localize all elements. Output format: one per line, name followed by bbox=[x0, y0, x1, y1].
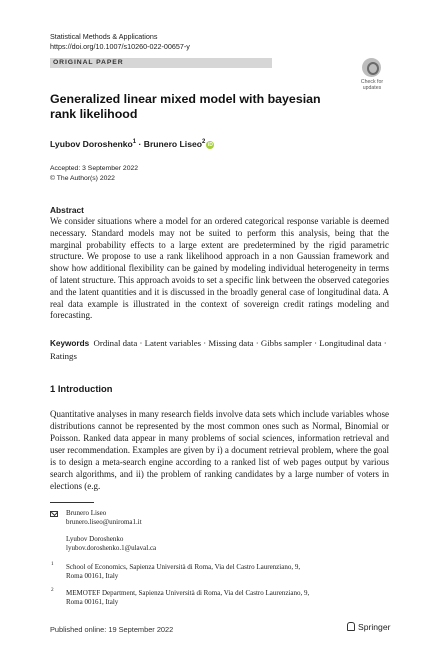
email-icon bbox=[50, 511, 58, 517]
corresponding-author bbox=[66, 509, 142, 527]
author-affiliation-mark: 2 bbox=[202, 139, 206, 145]
springer-horse-icon bbox=[347, 622, 355, 631]
check-updates-icon bbox=[362, 58, 381, 77]
article-dates bbox=[50, 164, 138, 183]
accepted-date: Accepted: 3 September 2022 bbox=[50, 165, 139, 172]
published-date: Published online: 19 September 2022 bbox=[50, 625, 174, 634]
affiliation-line: School of Economics, Sapienza Università di Roma, Via del Castro Laurenziano, 9, bbox=[66, 563, 301, 571]
contact-name: Lyubov Doroshenko bbox=[66, 535, 124, 543]
keywords-label: Keywords bbox=[50, 339, 90, 348]
affiliation bbox=[66, 563, 366, 581]
abstract-heading: Abstract bbox=[50, 205, 84, 215]
author-separator: · bbox=[136, 138, 144, 149]
keywords-list: Ordinal data · Latent variables · Missing data · Gibbs sampler · Longitudinal data · Ratings bbox=[50, 338, 387, 361]
author-name[interactable]: Lyubov Doroshenko bbox=[50, 138, 133, 149]
keywords bbox=[50, 337, 389, 362]
author-affiliation-mark: 1 bbox=[132, 139, 137, 145]
affiliation bbox=[66, 589, 366, 607]
publisher-logo bbox=[347, 622, 390, 632]
badge-line-2: updates bbox=[362, 85, 382, 91]
contact-email[interactable]: brunero.liseo@uniroma1.it bbox=[66, 518, 142, 526]
orcid-icon[interactable]: iD bbox=[207, 141, 213, 148]
doi-link[interactable]: https://doi.org/10.1007/s10260-022-00657-y bbox=[50, 42, 190, 51]
affiliation-number: 1 bbox=[51, 561, 54, 567]
contact-email[interactable]: lyubov.doroshenko.1@ulaval.ca bbox=[66, 544, 157, 552]
affiliation-line: MEMOTEF Department, Sapienza Università di Roma, Via del Castro Laurenziano, 9, bbox=[66, 589, 310, 597]
paper-title: Generalized linear mixed model with bayesian rank likelihood bbox=[50, 92, 321, 121]
affiliation-line: Roma 00161, Italy bbox=[66, 572, 119, 580]
author-list bbox=[50, 136, 214, 150]
journal-header bbox=[50, 32, 190, 52]
contact-name: Brunero Liseo bbox=[66, 509, 107, 517]
check-for-updates-badge[interactable] bbox=[355, 56, 389, 96]
badge-line-1: Check for bbox=[360, 79, 384, 85]
author-contact bbox=[66, 535, 156, 553]
publisher-name: Springer bbox=[358, 622, 391, 632]
section-heading: 1 Introduction bbox=[50, 383, 113, 394]
affiliation-number: 2 bbox=[51, 587, 54, 593]
footnote-divider bbox=[50, 502, 94, 503]
journal-name: Statistical Methods & Applications bbox=[50, 32, 158, 41]
author-name[interactable]: Brunero Liseo bbox=[143, 138, 203, 149]
abstract-text: We consider situations where a model for an ordered categorical response variable is deemed necessary. Standard models may not be suited to perform this analysis, being that the marginal probability effects to a large extent are predetermined by the rigid parametric structure. We propose to use a rank likelihood approach in a non Gaussian framework and show how additional flexibility can be gained by modeling individual heterogeneity in terms of latent structure. This approach avoids to set a specific link between the observed categories and the latent quantities and it is discussed in the broadly general case of longitudinal data. A real data example is illustrated in the context of sovereign credit ratings modeling and forecasting. bbox=[50, 216, 389, 321]
affiliation-line: Roma 00161, Italy bbox=[66, 598, 119, 606]
article-type-label: ORIGINAL PAPER bbox=[53, 59, 124, 66]
copyright-notice: © The Author(s) 2022 bbox=[50, 174, 115, 182]
introduction-text: Quantitative analyses in many research fields involve data sets which include variables whose distributions cannot be represented by the most common ones such as Normal, Binomial or Poisson. Ranked data appear in many problems of social sciences, information retrieval and user recommendation. Examples are given by i) a document retrieval problem, where the goal is to design a meta-search engine according to a ranked list of web pages output by various search algorithms, and ii) the problem of ranking candidates by a large number of voters in elections (e.g. bbox=[50, 409, 389, 491]
article-type-banner bbox=[50, 58, 272, 68]
